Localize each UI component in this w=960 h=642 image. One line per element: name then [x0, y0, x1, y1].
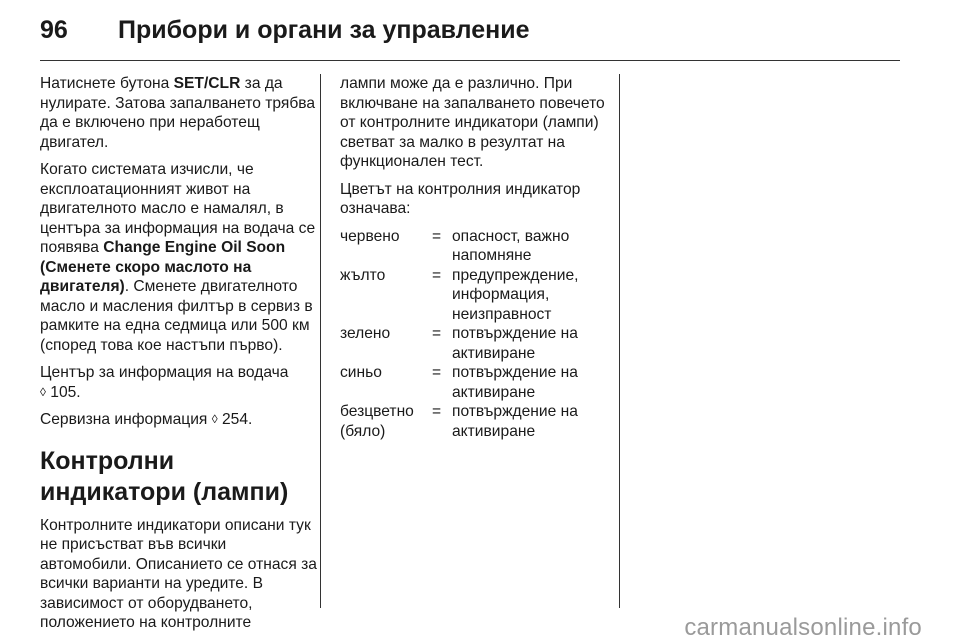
table-row — [340, 402, 612, 441]
page-reference-icon: ◊ — [211, 412, 218, 426]
text-span: . Сменете двигателното масло и масления филтър в сервиз в рамките на една седмица или 500 км (според това кое настъпи първо). — [40, 278, 313, 354]
reference-service-info — [40, 410, 318, 430]
page-reference-icon: ◊ — [40, 384, 46, 399]
equals-sign: = — [432, 364, 442, 381]
table-row — [340, 324, 612, 363]
color-meaning: потвърждение на активиране — [452, 364, 578, 401]
oil-life-paragraph — [40, 160, 318, 355]
color-meaning: предупреждение, информация, неизправност — [452, 266, 579, 323]
reference-text: Сервизна информация — [40, 411, 208, 428]
reference-driver-info — [40, 363, 318, 402]
color-name: зелено — [340, 325, 391, 342]
message-text: Change Engine Oil Soon (Сменете скоро маслото на двигателя) — [40, 239, 286, 295]
color-meaning: опасност, важно напомняне — [452, 227, 570, 264]
equals-sign: = — [432, 403, 442, 420]
column-divider — [320, 74, 321, 608]
text-span: Натиснете бутона — [40, 75, 174, 92]
indicators-intro-paragraph: Контролните индикатори описани тук не присъстват във всички автомобили. Описанието се отнася за всички варианти на уредите. В зависимост от оборудването, положението на контролните — [40, 516, 317, 631]
chapter-title: Прибори и органи за управление — [118, 16, 530, 44]
equals-sign: = — [432, 266, 442, 284]
text-span: Когато системата изчисли, че експлоатационният живот на двигателното масло е намалял, в центъра за информация на водача се появява — [40, 161, 316, 256]
function-test-paragraph: лампи може да е различно. При включване на запалването повечето от контролните индикатори (лампи) светват за малко в резултат на функционален тест. — [340, 75, 605, 170]
page-number: 96 — [40, 16, 68, 44]
table-row — [340, 227, 612, 266]
button-name: SET/CLR — [173, 75, 241, 92]
table-row — [340, 266, 612, 325]
text-span: за да нулирате. Затова запалването трябва да е включено при неработещ двигател. — [40, 75, 316, 151]
color-name: жълто — [340, 266, 386, 284]
color-meaning-table — [340, 227, 612, 442]
equals-sign: = — [432, 227, 442, 245]
color-name: синьо — [340, 364, 382, 381]
right-column — [340, 74, 612, 441]
color-name: безцветно (бяло) — [340, 403, 414, 440]
table-row — [340, 363, 612, 402]
color-name: червено — [340, 227, 400, 245]
color-meaning: потвърждение на активиране — [452, 325, 578, 362]
column-divider — [619, 74, 620, 608]
reference-page[interactable]: 105. — [50, 383, 81, 401]
reference-page[interactable]: 254. — [221, 411, 253, 428]
watermark: carmanualsonline.info — [684, 614, 922, 641]
section-heading: Контролни индикатори (лампи) — [40, 446, 289, 506]
color-meaning: потвърждение на активиране — [452, 403, 578, 440]
color-meaning-intro: Цветът на контролния индикатор означава: — [340, 180, 581, 217]
reset-instruction-paragraph — [40, 74, 318, 152]
left-column — [40, 74, 318, 641]
equals-sign: = — [432, 325, 442, 342]
header-rule — [40, 60, 900, 61]
reference-text: Център за информация на водача — [40, 364, 289, 381]
